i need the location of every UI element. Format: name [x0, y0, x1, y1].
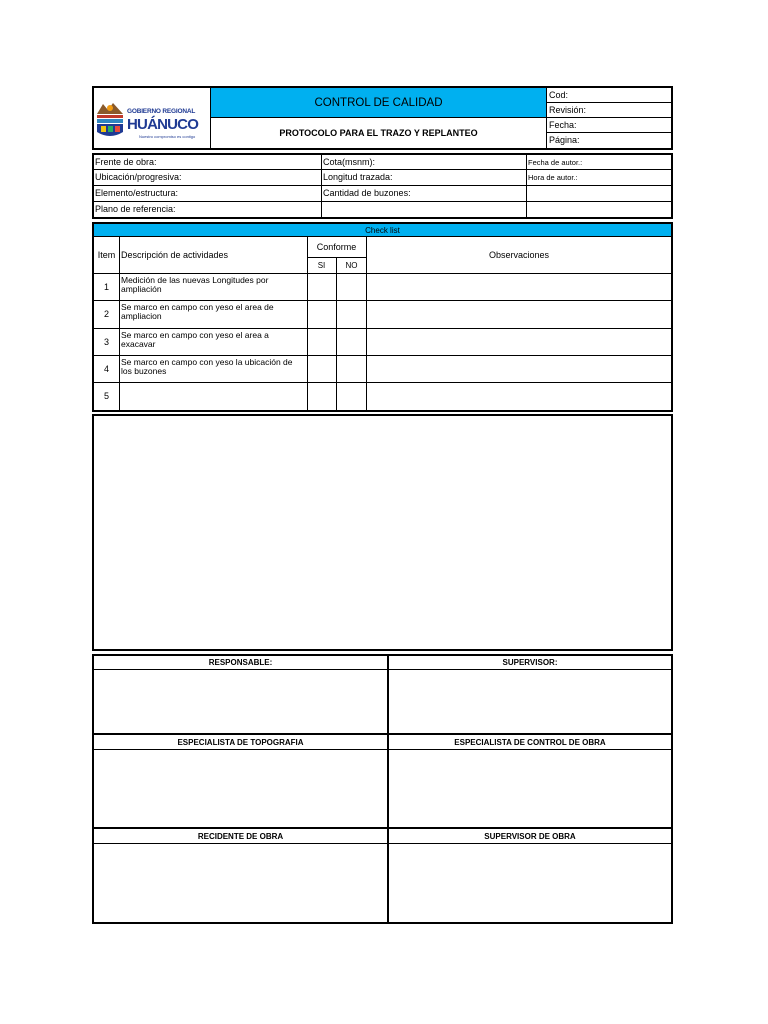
col-header-obs: Observaciones: [488, 249, 550, 260]
row-item: 3: [103, 336, 109, 347]
info-frente: Frente de obra:: [95, 156, 157, 167]
row-item: 1: [103, 281, 109, 292]
row-desc-line: Se marco en campo con yeso la ubicación de: [121, 357, 293, 367]
logo: [95, 96, 207, 144]
info-longitud: Longitud trazada:: [323, 172, 393, 182]
row-item: 2: [103, 309, 109, 319]
meta-fecha: Fecha:: [547, 118, 671, 133]
page-title-text: CONTROL DE CALIDAD: [314, 96, 443, 109]
logo-line2: HUÁNUCO: [127, 116, 199, 133]
info-cota: Cota(msnm):: [323, 156, 376, 167]
row-item: 4: [103, 363, 109, 374]
page-subtitle: [211, 118, 546, 148]
row-desc-line: ampliación: [121, 284, 162, 294]
checklist-title-text: Check list: [365, 225, 400, 235]
row-desc-line: ampliacion: [121, 311, 162, 321]
logo-mark-icon: [95, 100, 125, 142]
row-desc: [121, 276, 306, 294]
sig-recidente: RECIDENTE DE OBRA: [197, 831, 284, 841]
info-hora-autor: Hora de autor.:: [528, 173, 578, 182]
col-header-no: NO: [345, 261, 358, 270]
meta-cod: Cod:: [547, 88, 671, 103]
col-header-desc: Descripción de actividades: [121, 249, 229, 260]
row-desc-line: los buzones: [121, 366, 167, 376]
sig-topografia: ESPECIALISTA DE TOPOGRAFIA: [177, 737, 304, 747]
logo-tagline: Nuestro compromiso es contigo: [139, 134, 196, 139]
page-title: [211, 88, 546, 118]
info-buzones: Cantidad de buzones:: [323, 188, 411, 198]
meta-revision: Revisión:: [547, 103, 671, 118]
row-item: 5: [103, 391, 109, 401]
row-desc-line: Medición de las nuevas Longitudes por: [121, 275, 269, 285]
col-header-si: SI: [317, 261, 326, 270]
signatures-block: [92, 654, 673, 924]
sig-control-obra: ESPECIALISTA DE CONTROL DE OBRA: [454, 737, 606, 747]
row-desc-line: exacavar: [121, 339, 156, 349]
col-header-conforme: Conforme: [316, 241, 357, 252]
page-subtitle-text: PROTOCOLO PARA EL TRAZO Y REPLANTEO: [279, 128, 478, 138]
col-header-item: Item: [97, 249, 116, 260]
row-desc: [121, 303, 306, 321]
meta-pagina: Página:: [549, 135, 580, 145]
info-ubicacion: Ubicación/progresiva:: [95, 172, 182, 182]
sig-supervisor: SUPERVISOR:: [502, 658, 558, 667]
logo-line1: GOBIERNO REGIONAL: [127, 108, 196, 115]
row-desc: [121, 358, 306, 376]
row-desc-line: Se marco en campo con yeso el area a: [121, 330, 269, 340]
info-fecha-autor: Fecha de autor.:: [528, 157, 583, 167]
info-plano: Plano de referencia:: [95, 204, 176, 214]
sig-supervisor-obra: SUPERVISOR DE OBRA: [484, 831, 576, 841]
info-elemento: Elemento/estructura:: [95, 188, 179, 198]
checklist-title: [94, 224, 671, 237]
row-desc: [121, 331, 306, 349]
row-desc-line: Se marco en campo con yeso el area de: [121, 302, 274, 312]
sketch-area: [92, 414, 673, 651]
sig-responsable: RESPONSABLE:: [208, 658, 273, 667]
